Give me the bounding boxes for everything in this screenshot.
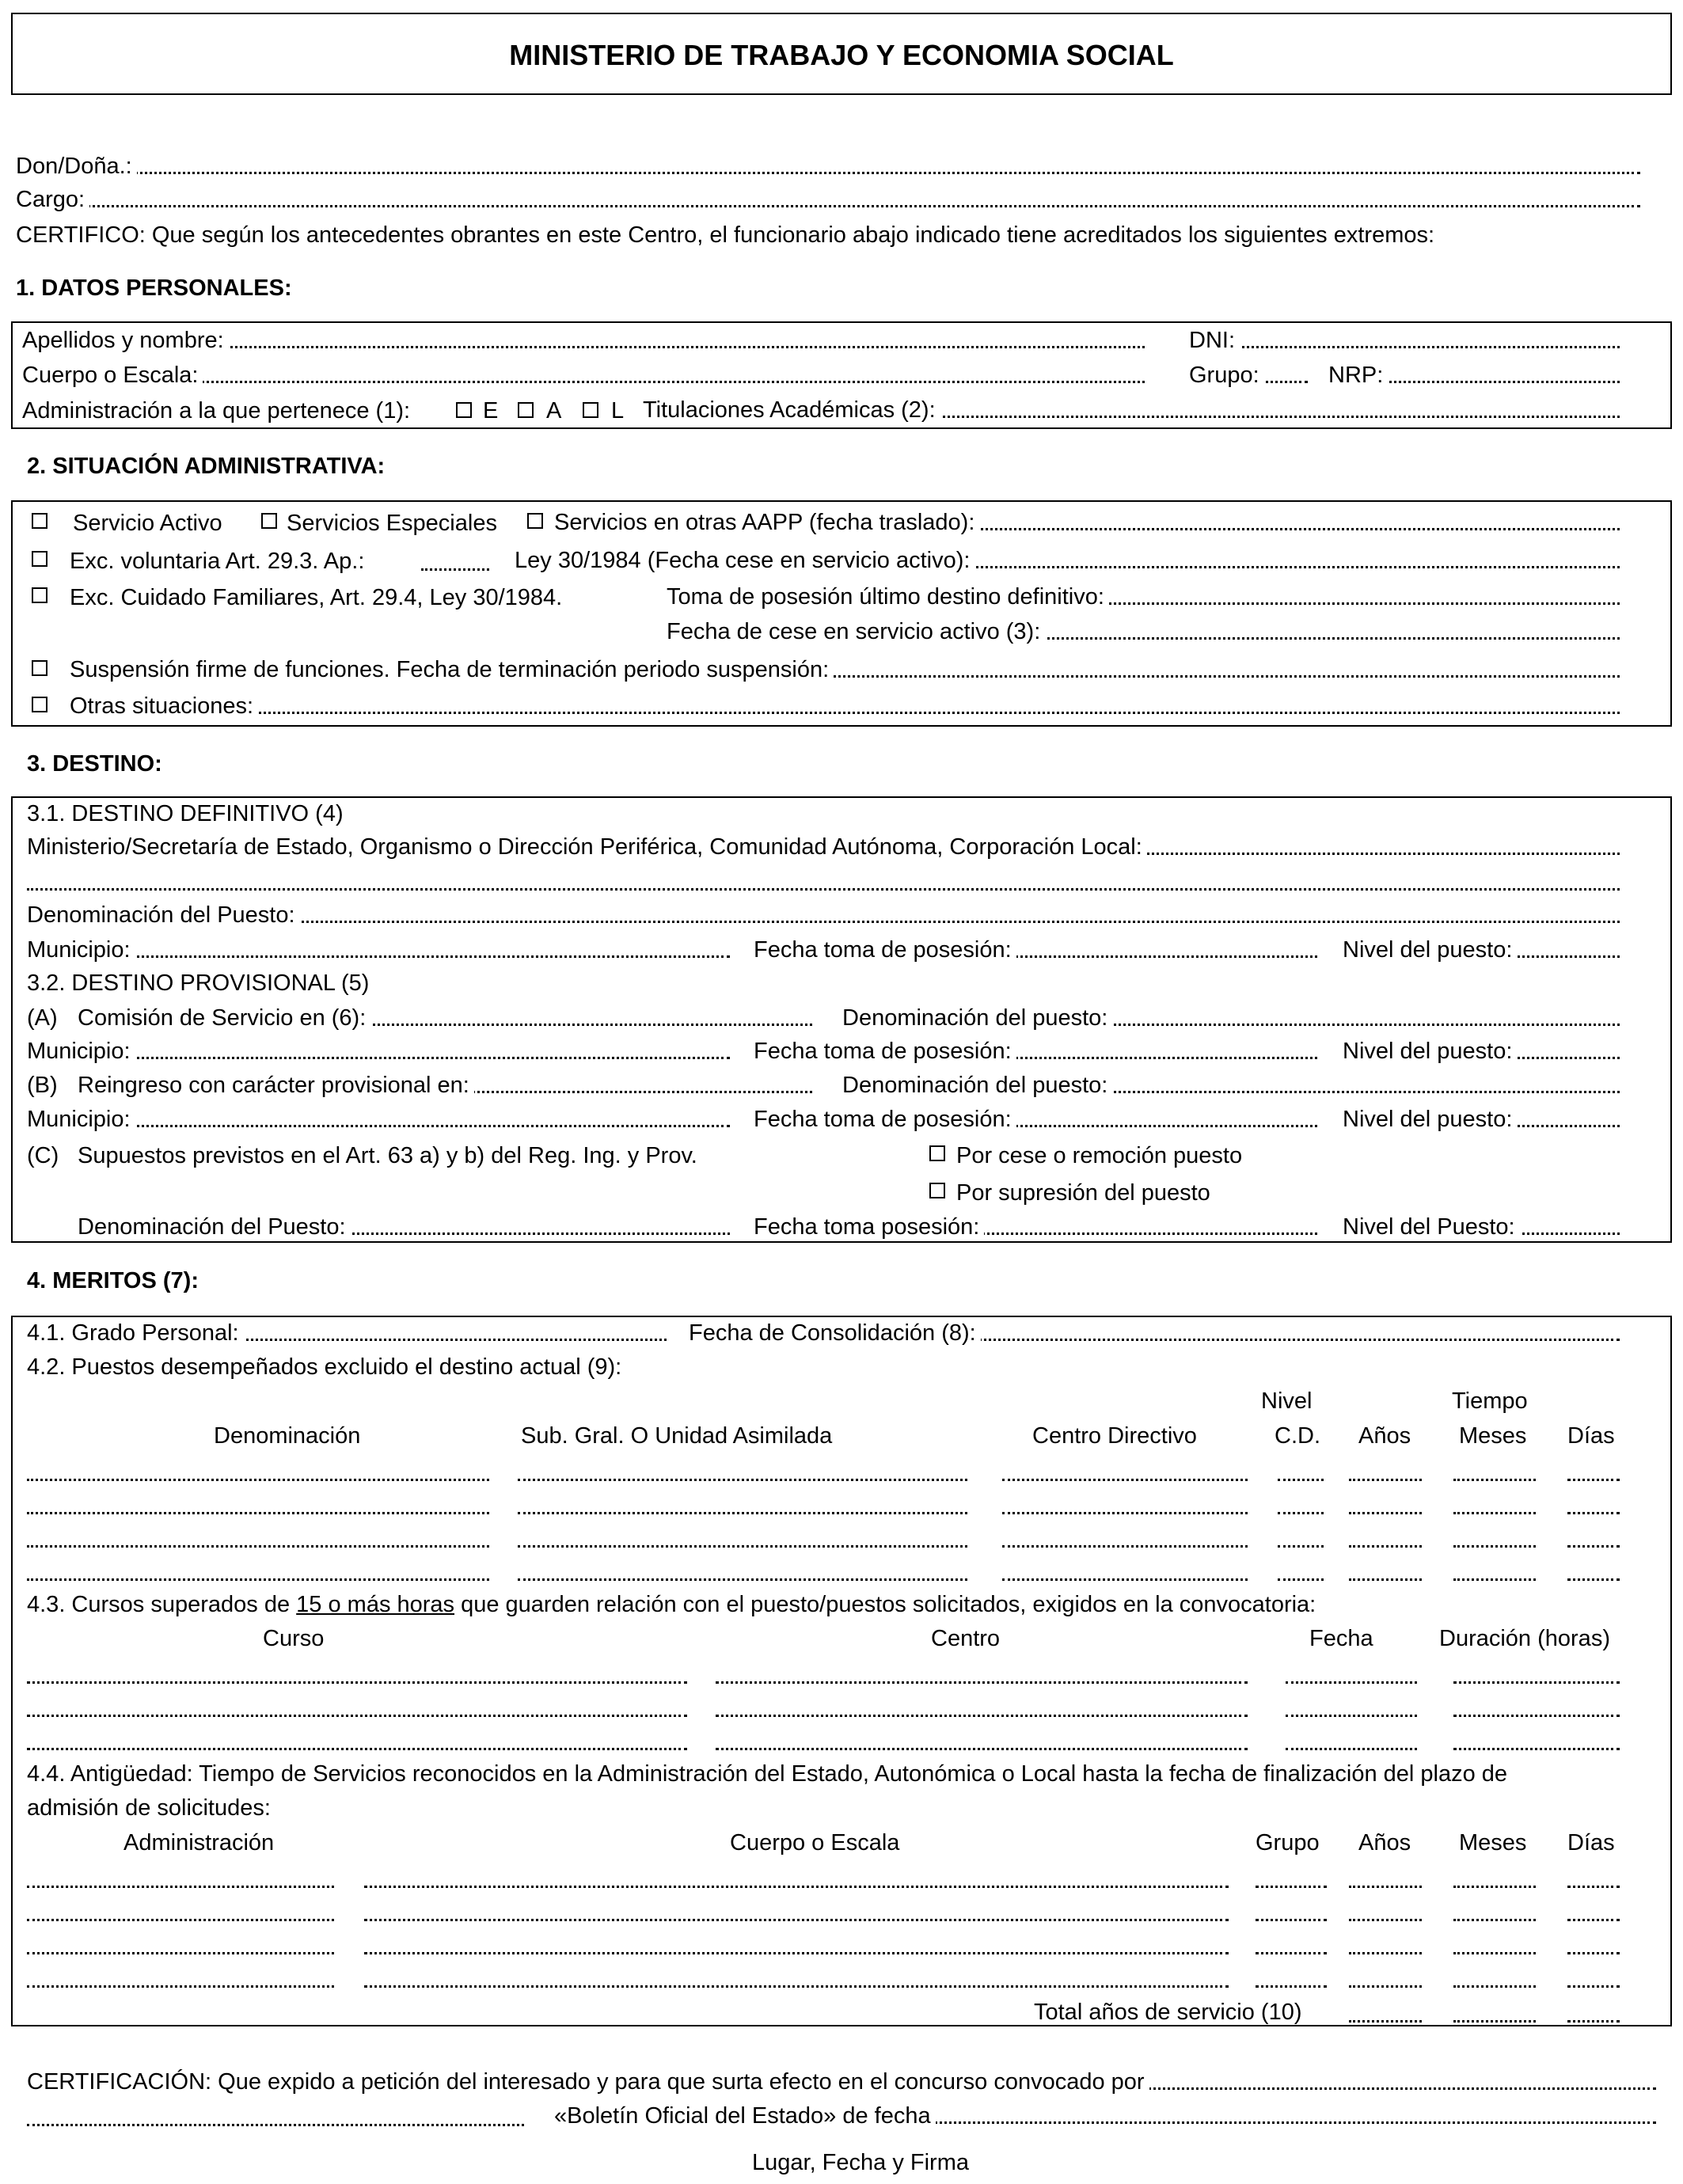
checkbox-suspension[interactable] xyxy=(32,660,47,676)
puesto-row-blank[interactable] xyxy=(1453,1512,1536,1514)
antiguedad-line-2: admisión de solicitudes: xyxy=(27,1795,271,1821)
curso-row-blank[interactable] xyxy=(27,1715,687,1717)
grupo-field[interactable]: Grupo: xyxy=(1189,364,1308,388)
total-dias-dots[interactable] xyxy=(1567,2020,1620,2023)
checkbox-a[interactable] xyxy=(518,402,534,418)
antiguedad-row-blank[interactable] xyxy=(1349,1985,1422,1988)
por-supresion-label: Por supresión del puesto xyxy=(956,1180,1210,1206)
puesto-row-blank[interactable] xyxy=(1567,1545,1620,1548)
cargo-field[interactable]: Cargo: xyxy=(16,188,1640,212)
puesto-row-blank[interactable] xyxy=(1567,1578,1620,1581)
por-cese-label: Por cese o remoción puesto xyxy=(956,1143,1243,1168)
col-dias: Días xyxy=(1567,1423,1615,1449)
dni-field[interactable]: DNI: xyxy=(1189,329,1620,353)
col-meses: Meses xyxy=(1459,1423,1527,1449)
curso-row-blank[interactable] xyxy=(1453,1715,1620,1717)
antiguedad-row-blank[interactable] xyxy=(1256,1985,1327,1988)
checkbox-servicios-especiales[interactable] xyxy=(261,513,277,529)
puesto-row-blank[interactable] xyxy=(27,1578,489,1581)
municipio-field-1[interactable]: Municipio: xyxy=(27,939,730,963)
puesto-row-blank[interactable] xyxy=(1002,1578,1248,1581)
curso-row-blank[interactable] xyxy=(1453,1681,1620,1684)
curso-row-blank[interactable] xyxy=(1286,1715,1417,1717)
total-anos-dots[interactable] xyxy=(1349,2020,1422,2023)
antiguedad-row-blank[interactable] xyxy=(1567,1985,1620,1988)
denominacion-b-field[interactable]: Denominación del puesto: xyxy=(842,1074,1620,1098)
col-centro: Centro xyxy=(931,1626,1001,1651)
puesto-row-blank[interactable] xyxy=(518,1578,967,1581)
col-meses-2: Meses xyxy=(1459,1830,1527,1855)
cursos-title: 4.3. Cursos superados de 15 o más horas que guarden relación con el puesto/puestos solicitados, exigidos en la convocatoria: xyxy=(27,1592,1316,1617)
total-label: Total años de servicio (10) xyxy=(1034,2000,1302,2025)
apellidos-field[interactable]: Apellidos y nombre: xyxy=(22,329,1145,353)
nivel-puesto-field-1[interactable]: Nivel del puesto: xyxy=(1343,939,1620,963)
ministerio-continuation[interactable] xyxy=(27,888,1620,891)
puesto-row-blank[interactable] xyxy=(1002,1512,1248,1514)
col-tiempo: Tiempo xyxy=(1452,1388,1528,1414)
puesto-row-blank[interactable] xyxy=(1349,1545,1422,1548)
checkbox-exc-cuidado[interactable] xyxy=(32,587,47,603)
titulaciones-field[interactable]: Titulaciones Académicas (2): xyxy=(643,399,1620,423)
section-3-heading: 3. DESTINO: xyxy=(27,751,162,777)
col-grupo: Grupo xyxy=(1256,1830,1320,1855)
certificacion-dots-2[interactable] xyxy=(27,2124,524,2126)
otras-field[interactable]: Otras situaciones: xyxy=(70,695,1620,719)
section-4-heading: 4. MERITOS (7): xyxy=(27,1268,199,1293)
antiguedad-row-blank[interactable] xyxy=(1567,1919,1620,1921)
antiguedad-row-blank[interactable] xyxy=(1256,1919,1327,1921)
grado-personal-field[interactable]: 4.1. Grado Personal: xyxy=(27,1322,667,1346)
puesto-row-blank[interactable] xyxy=(1349,1479,1422,1481)
checkbox-e[interactable] xyxy=(456,402,472,418)
toma-posesion-field[interactable]: Toma de posesión último destino definitivo: xyxy=(667,586,1620,610)
municipio-field-3[interactable]: Municipio: xyxy=(27,1108,730,1132)
puesto-row-blank[interactable] xyxy=(1349,1512,1422,1514)
checkbox-servicios-otras[interactable] xyxy=(527,513,543,529)
comision-field[interactable]: Comisión de Servicio en (6): xyxy=(78,1007,812,1031)
checkbox-e-label: E xyxy=(483,398,499,424)
antiguedad-row-blank[interactable] xyxy=(364,1886,1229,1888)
denominacion-c-field[interactable]: Denominación del Puesto: xyxy=(78,1216,730,1240)
nivel-puesto-field-2[interactable]: Nivel del puesto: xyxy=(1343,1040,1620,1064)
antiguedad-row-blank[interactable] xyxy=(1567,1886,1620,1888)
section-1-heading: 1. DATOS PERSONALES: xyxy=(16,275,292,301)
lugar-fecha-firma: Lugar, Fecha y Firma xyxy=(752,2150,969,2175)
letter-c: (C) xyxy=(27,1143,59,1168)
nivel-puesto-c-field[interactable]: Nivel del Puesto: xyxy=(1343,1216,1620,1240)
antiguedad-row-blank[interactable] xyxy=(1453,1919,1536,1921)
curso-row-blank[interactable] xyxy=(1286,1681,1417,1684)
curso-row-blank[interactable] xyxy=(716,1748,1248,1750)
servicios-especiales-label: Servicios Especiales xyxy=(287,511,497,536)
reingreso-field[interactable]: Reingreso con carácter provisional en: xyxy=(78,1074,812,1098)
nivel-puesto-field-3[interactable]: Nivel del puesto: xyxy=(1343,1108,1620,1132)
puesto-row-blank[interactable] xyxy=(27,1512,489,1514)
exc-voluntaria-dots[interactable] xyxy=(421,568,489,571)
ley-cese-field[interactable]: Ley 30/1984 (Fecha cese en servicio activo): xyxy=(515,549,1620,573)
antiguedad-row-blank[interactable] xyxy=(1453,1886,1536,1888)
ministerio-field[interactable]: Ministerio/Secretaría de Estado, Organismo o Dirección Periférica, Comunidad Autónoma, Corporación Local: xyxy=(27,836,1620,860)
servicios-otras-field[interactable]: Servicios en otras AAPP (fecha traslado): xyxy=(554,511,1620,535)
exc-cuidado-label: Exc. Cuidado Familiares, Art. 29.4, Ley 30/1984. xyxy=(70,585,563,610)
fecha-toma-field-1[interactable]: Fecha toma de posesión: xyxy=(754,939,1317,963)
antiguedad-row-blank[interactable] xyxy=(1349,1886,1422,1888)
letter-a: (A) xyxy=(27,1005,58,1031)
fecha-cese-field[interactable]: Fecha de cese en servicio activo (3): xyxy=(667,621,1620,644)
servicio-activo-label: Servicio Activo xyxy=(73,511,222,536)
checkbox-a-label: A xyxy=(546,398,562,424)
col-anos-2: Años xyxy=(1358,1830,1411,1855)
antiguedad-row-blank[interactable] xyxy=(364,1952,1229,1954)
antiguedad-row-blank[interactable] xyxy=(27,1886,334,1888)
puesto-row-blank[interactable] xyxy=(1278,1479,1324,1481)
checkbox-l-label: L xyxy=(611,398,625,424)
checkbox-por-supresion[interactable] xyxy=(929,1183,945,1198)
puesto-row-blank[interactable] xyxy=(1002,1479,1248,1481)
col-centro-directivo: Centro Directivo xyxy=(1032,1423,1197,1449)
antiguedad-row-blank[interactable] xyxy=(1453,1985,1536,1988)
puesto-row-blank[interactable] xyxy=(518,1479,967,1481)
col-anos: Años xyxy=(1358,1423,1411,1449)
denominacion-puesto-field[interactable]: Denominación del Puesto: xyxy=(27,904,1620,928)
antiguedad-row-blank[interactable] xyxy=(1256,1886,1327,1888)
col-dias-2: Días xyxy=(1567,1830,1615,1855)
antiguedad-line-1: 4.4. Antigüedad: Tiempo de Servicios reconocidos en la Administración del Estado, Autonómica o Local hasta la fecha de finalización del plazo de xyxy=(27,1761,1508,1787)
checkbox-por-cese[interactable] xyxy=(929,1145,945,1161)
section-2-heading: 2. SITUACIÓN ADMINISTRATIVA: xyxy=(27,454,386,479)
antiguedad-row-blank[interactable] xyxy=(1567,1952,1620,1954)
denominacion-a-field[interactable]: Denominación del puesto: xyxy=(842,1007,1620,1031)
antiguedad-row-blank[interactable] xyxy=(364,1919,1229,1921)
checkbox-servicio-activo[interactable] xyxy=(32,513,47,529)
suspension-field[interactable]: Suspensión firme de funciones. Fecha de terminación periodo suspensión: xyxy=(70,659,1620,682)
curso-row-blank[interactable] xyxy=(716,1681,1248,1684)
cuerpo-field[interactable]: Cuerpo o Escala: xyxy=(22,364,1145,388)
puesto-row-blank[interactable] xyxy=(27,1479,489,1481)
supuestos-label: Supuestos previstos en el Art. 63 a) y b) del Reg. Ing. y Prov. xyxy=(78,1143,697,1168)
curso-row-blank[interactable] xyxy=(27,1748,687,1750)
puesto-row-blank[interactable] xyxy=(1453,1479,1536,1481)
col-duracion: Duración (horas) xyxy=(1439,1626,1610,1651)
puesto-row-blank[interactable] xyxy=(1567,1512,1620,1514)
col-denominacion: Denominación xyxy=(214,1423,361,1449)
col-fecha: Fecha xyxy=(1309,1626,1373,1651)
col-cuerpo-escala: Cuerpo o Escala xyxy=(730,1830,900,1855)
col-subgral: Sub. Gral. O Unidad Asimilada xyxy=(521,1423,833,1449)
curso-row-blank[interactable] xyxy=(1453,1748,1620,1750)
puesto-row-blank[interactable] xyxy=(1453,1578,1536,1581)
total-meses-dots[interactable] xyxy=(1453,2020,1536,2023)
curso-row-blank[interactable] xyxy=(27,1681,687,1684)
antiguedad-row-blank[interactable] xyxy=(27,1985,334,1988)
puesto-row-blank[interactable] xyxy=(1278,1512,1324,1514)
puesto-row-blank[interactable] xyxy=(518,1545,967,1548)
destino-provisional-title: 3.2. DESTINO PROVISIONAL (5) xyxy=(27,970,370,996)
fecha-toma-field-2[interactable]: Fecha toma de posesión: xyxy=(754,1040,1317,1064)
puesto-row-blank[interactable] xyxy=(518,1512,967,1514)
page-title: MINISTERIO DE TRABAJO Y ECONOMIA SOCIAL xyxy=(509,39,1174,71)
certificacion-field[interactable]: CERTIFICACIÓN: Que expido a petición del interesado y para que surta efecto en el concurso convocado por xyxy=(27,2071,1656,2095)
puesto-row-blank[interactable] xyxy=(1453,1545,1536,1548)
antiguedad-row-blank[interactable] xyxy=(1256,1952,1327,1954)
municipio-field-2[interactable]: Municipio: xyxy=(27,1040,730,1064)
certifico-text: CERTIFICO: Que según los antecedentes obrantes en este Centro, el funcionario abajo indicado tiene acreditados los siguientes extremos: xyxy=(16,222,1435,248)
antiguedad-row-blank[interactable] xyxy=(1349,1952,1422,1954)
puesto-row-blank[interactable] xyxy=(1567,1479,1620,1481)
exc-voluntaria-label: Exc. voluntaria Art. 29.3. Ap.: xyxy=(70,549,365,574)
puesto-row-blank[interactable] xyxy=(1349,1578,1422,1581)
fecha-consolidacion-field[interactable]: Fecha de Consolidación (8): xyxy=(689,1322,1620,1346)
antiguedad-row-blank[interactable] xyxy=(27,1919,334,1921)
nrp-field[interactable]: NRP: xyxy=(1328,364,1620,388)
puesto-row-blank[interactable] xyxy=(27,1545,489,1548)
checkbox-otras[interactable] xyxy=(32,697,47,712)
don-field[interactable]: Don/Doña.: xyxy=(16,155,1640,179)
col-administracion: Administración xyxy=(123,1830,275,1855)
letter-b: (B) xyxy=(27,1073,58,1098)
antiguedad-row-blank[interactable] xyxy=(364,1985,1229,1988)
col-curso: Curso xyxy=(263,1626,325,1651)
puestos-title: 4.2. Puestos desempeñados excluido el destino actual (9): xyxy=(27,1354,622,1380)
antiguedad-row-blank[interactable] xyxy=(1349,1919,1422,1921)
fecha-toma-field-3[interactable]: Fecha toma de posesión: xyxy=(754,1108,1317,1132)
administracion-label: Administración a la que pertenece (1): xyxy=(22,398,411,424)
col-cd: C.D. xyxy=(1275,1423,1320,1449)
fecha-toma-c-field[interactable]: Fecha toma posesión: xyxy=(754,1216,1317,1240)
checkbox-l[interactable] xyxy=(583,402,598,418)
col-nivel: Nivel xyxy=(1261,1388,1313,1414)
curso-row-blank[interactable] xyxy=(1286,1748,1417,1750)
antiguedad-row-blank[interactable] xyxy=(1453,1952,1536,1954)
curso-row-blank[interactable] xyxy=(716,1715,1248,1717)
boe-fecha-field[interactable]: «Boletín Oficial del Estado» de fecha xyxy=(554,2105,1656,2129)
puesto-row-blank[interactable] xyxy=(1278,1545,1324,1548)
antiguedad-row-blank[interactable] xyxy=(27,1952,334,1954)
checkbox-exc-voluntaria[interactable] xyxy=(32,551,47,567)
destino-definitivo-title: 3.1. DESTINO DEFINITIVO (4) xyxy=(27,801,344,826)
puesto-row-blank[interactable] xyxy=(1002,1545,1248,1548)
puesto-row-blank[interactable] xyxy=(1278,1578,1324,1581)
